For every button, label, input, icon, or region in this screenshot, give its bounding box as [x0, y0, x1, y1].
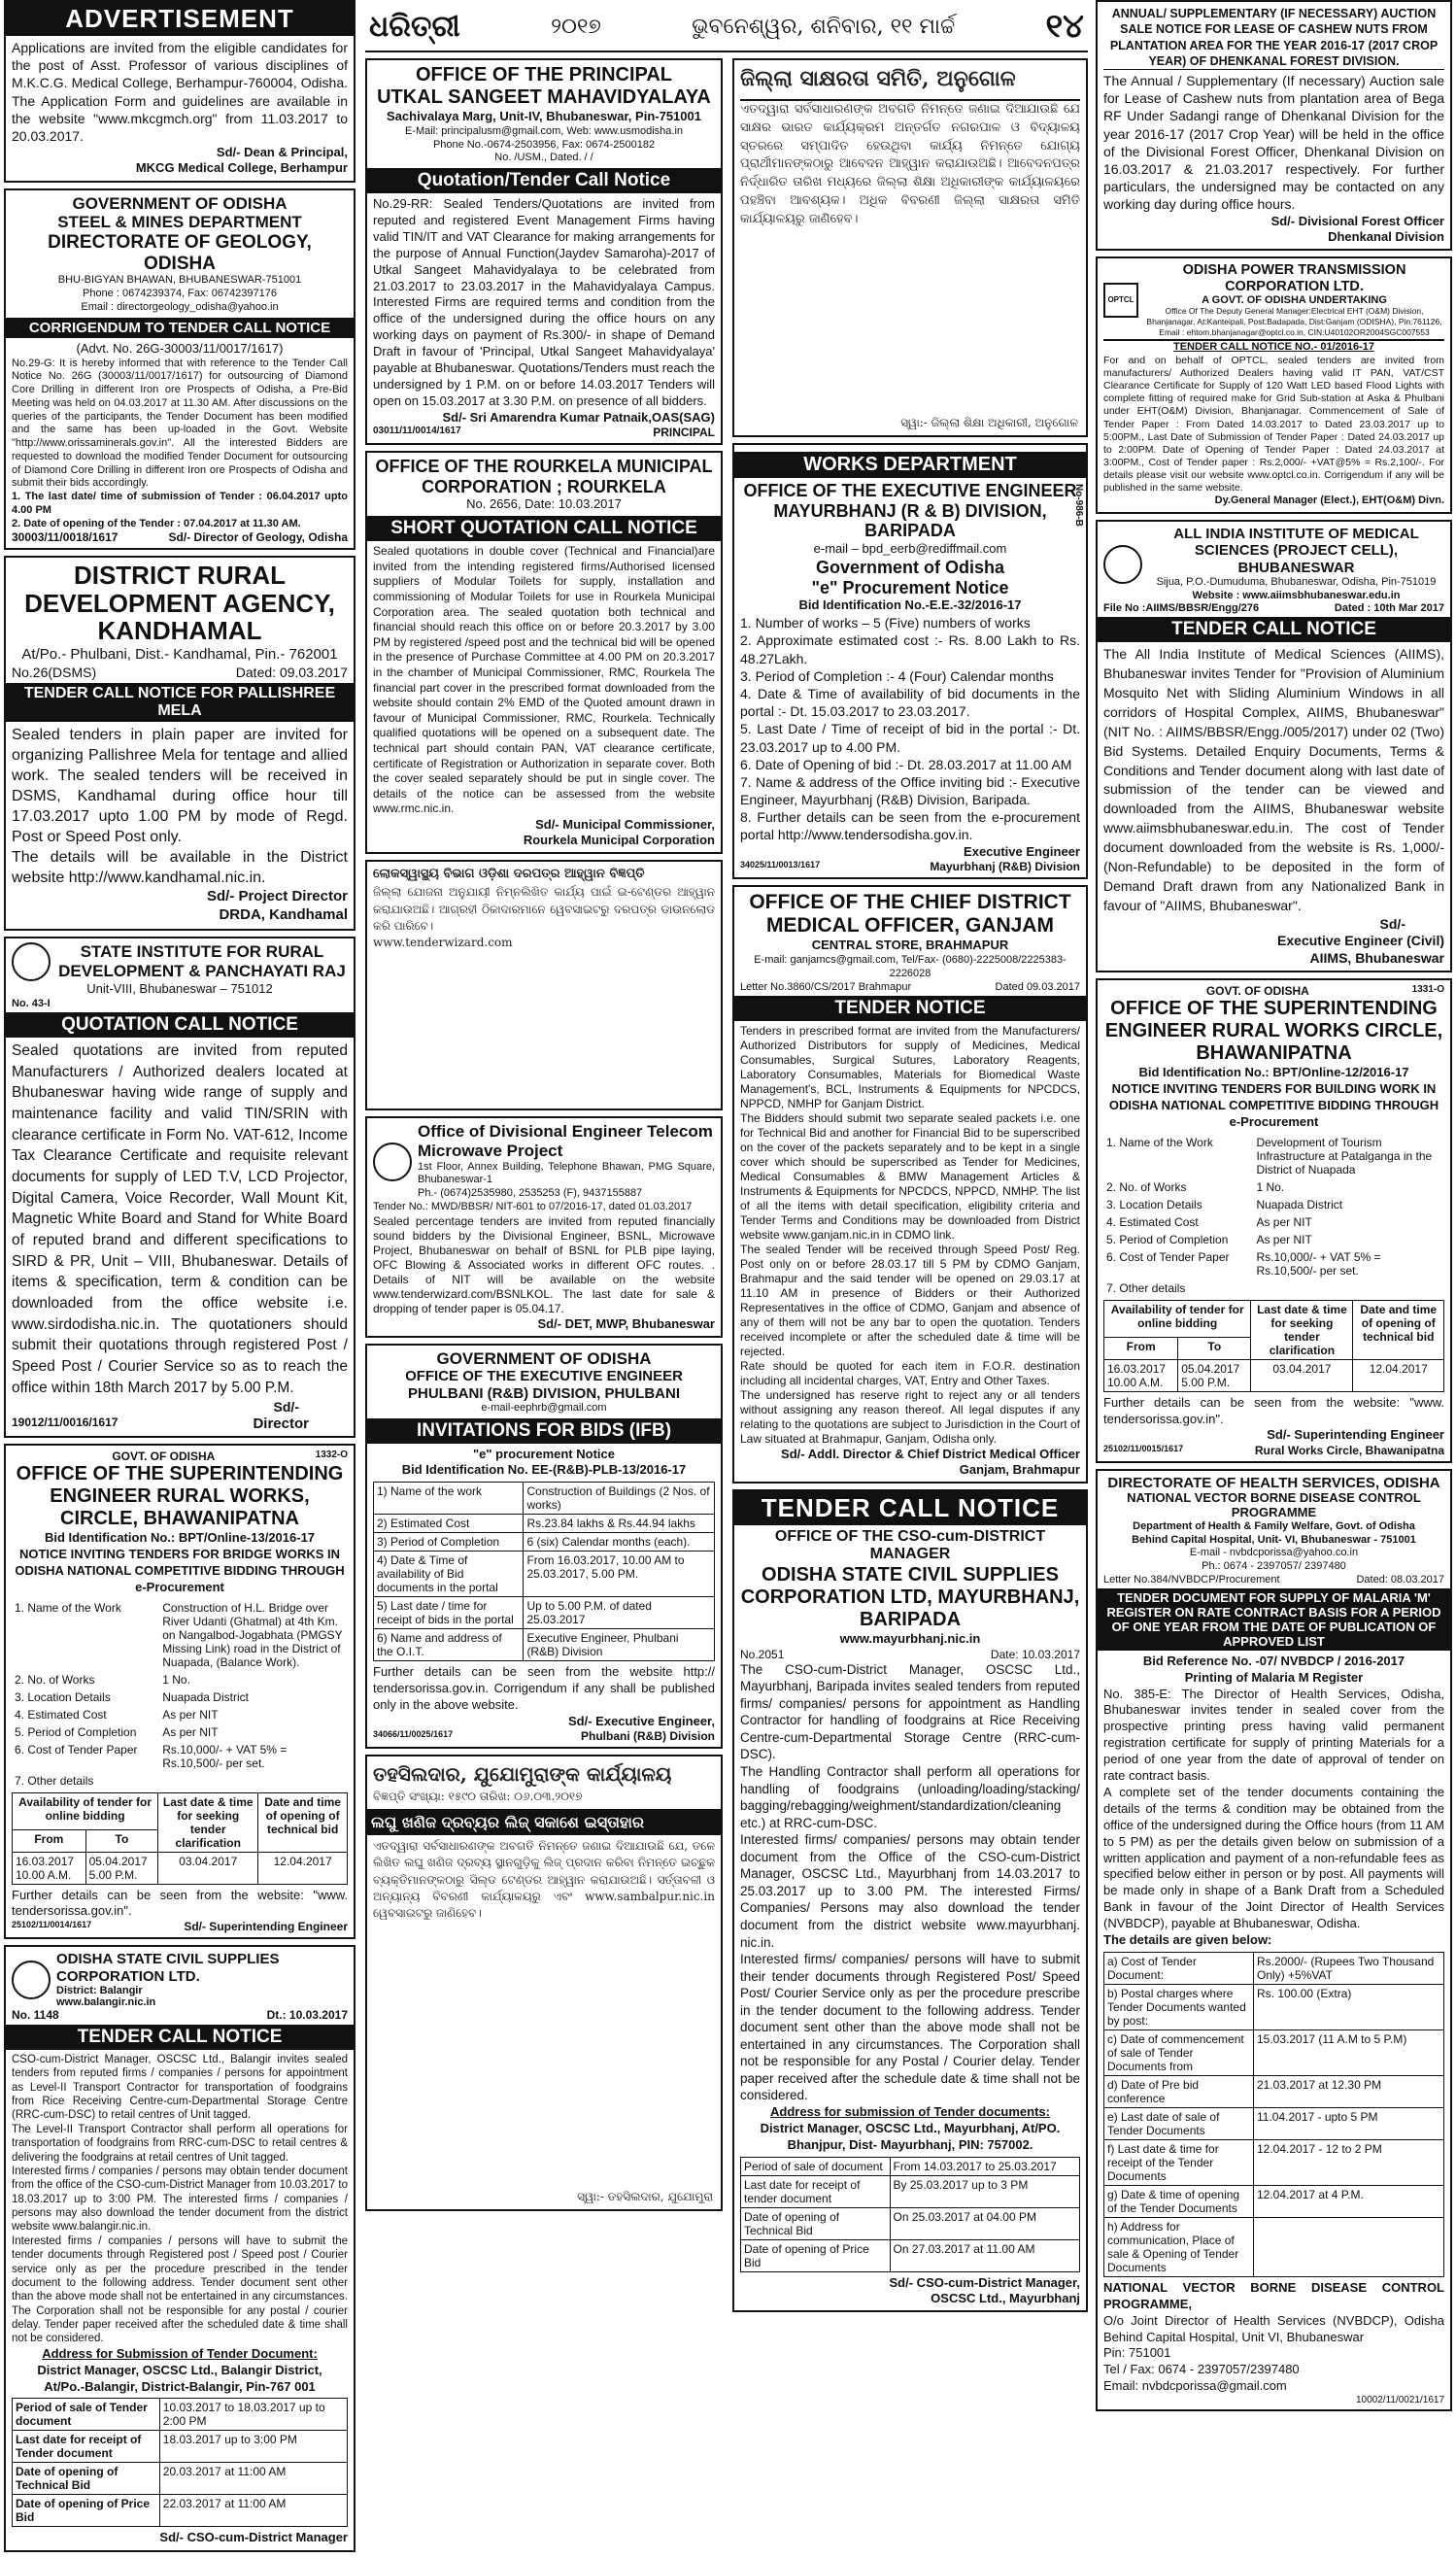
osm-sign-org: OSCSC Ltd., Mayurbhanj	[931, 2290, 1080, 2305]
seb-govt: GOVT. OF ODISHA	[112, 1450, 216, 1464]
nv-bar: TENDER DOCUMENT FOR SUPPLY OF MALARIA 'M' REGISTER ON RATE CONTRACT BASIS FOR A PERIOD OF ONE YEAR FROM THE DATE OF PUBLICATION OF APPROVED LIST	[1098, 1588, 1450, 1651]
ad-text: Applications are invited from the eligible candidates for the post of Asst. Professor of various disciplines of M.K.C.G. Medical College, Berhampur-760004, Odisha. The Application Form and guidelines are available in the website "www.mkcgmch.org" from 11.03.2017 to 20.03.2017.	[12, 40, 348, 144]
osb-name: ODISHA STATE CIVIL SUPPLIES CORPORATION LTD.	[56, 1951, 280, 1985]
phb-table: 1) Name of the work Construction of Buildings (2 Nos. of works) 2) Estimated Cost Rs.23.84 lakhs & Rs.44.94 lakhs 3) Period of Completion 6 (six) Calendar months (each). 4) Date & Time of availability of Bid documents in the portal From 16.03.2017, 10.00 AM to 25.03.2017, 5.00 PM. 5) Last date / time for receipt of bids in the portal Up to 5.00 P.M. of dated 25.03.2017 6) Name and address of the O.I.T. Executive Engineer, Phulbani (R&B) Division	[373, 1482, 715, 1661]
optcl-no: TENDER CALL NOTICE NO.- 01/2016-17	[1172, 341, 1374, 354]
paper-name: ଧରିତ୍ରୀ	[369, 9, 460, 44]
usm-sign: Sd/- Sri Amarendra Kumar Patnaik,OAS(SAG)	[442, 409, 715, 425]
osm-table: Period of sale of document From 14.03.2017 to 25.03.2017 Last date for receipt of tender document By 25.03.2017 up to 3 PM Date of opening of Technical Bid On 25.03.2017 at 04.00 PM Date of opening of Price Bid On 27.03.2017 at 11.00 AM	[740, 2157, 1080, 2272]
works-notice: "e" Procurement Notice	[811, 577, 1009, 597]
geo-text: No.29-G: It is hereby informed that with reference to the Tender Call Notice No. 26G (30003/11/0017/1617) for outsourcing of Diamond Core Drilling in different Iron ore Prospects of Odisha, a Pre-Bid Meeting was held on 04.03.2017 at 11.30 AM. After discussions on the queries of the participants, the Tender Document has been modified and the same has been up-loaded in the Govt. Website "http://www.orissaminerals.gov.in". All the interested Bidders are requested to download the modified Tender Document for outsourcing of Diamond Core Drilling in different Iron ore Prospects of Odisha and submit their bids accordingly.	[12, 357, 348, 490]
sebd-title: OFFICE OF THE SUPERINTENDING ENGINEER RURAL WORKS CIRCLE, BHAWANIPATNA	[1104, 998, 1443, 1065]
sebd-schedule: Availability of tender for online bidding Last date & time for seeking tender clarification Date and time of opening of technical bid From To 16.03.2017 10.00 A.M. 05.04.2017 5.00 P.M. 03.04.2017 12.04.2017	[1103, 1300, 1444, 1392]
drda-date: Dated: 09.03.2017	[235, 664, 348, 680]
tel-title: Office of Divisional Engineer Telecom	[418, 1122, 713, 1142]
osb-p4: Interested firms / companies / persons will have to submit the tender documents through Registered post / Speed post / Courier service only as per the procedure prescribed in the tender document to the following address. Tender document sent other than the above mode shall not be entertained in any circumstances. The Corporation shall not be responsible for any postal / courier delay. Tender paper received after the scheduled date & time shall not be considered.	[12, 2234, 348, 2345]
cdmo-p1: Tenders in prescribed format are invited from the Manufacturers/ Authorized Distributors for supply of Medicines, Medical Consumables, Surgical Sutures, Laboratory Reagents, Laboratory Consumables, Materials for Biomedical Waste Management's, BCL, Instruments & Equipments for NPCDCS, NPPCD, NMHP for Ganjam District.	[740, 1023, 1080, 1110]
sebd-govt: GOVT. OF ODISHA	[1205, 984, 1309, 999]
rmc-no: No. 2656, Date: 10.03.2017	[466, 496, 622, 512]
nv-addr1: NATIONAL VECTOR BORNE DISEASE CONTROL PROGRAMME,	[1103, 2279, 1444, 2311]
geo-email: Email : directorgeology_odisha@yahoo.in	[81, 300, 279, 313]
works-item: 5. Last Date / Time of receipt of bid in the portal :- Dt. 23.03.2017 up to 4.00 PM.	[740, 721, 1080, 755]
sak-sign: ସ୍ୱା:- ଜିଲ୍ଲା ଶିକ୍ଷା ଅଧିକାରୀ, ଅନୁଗୋଳ	[900, 415, 1078, 429]
optcl-sub: A GOVT. OF ODISHA UNDERTAKING	[1202, 294, 1387, 307]
optcl-logo-icon: OPTCL	[1103, 283, 1138, 318]
sebd-items: 1. Name of the Work Development of Tourism Infrastructure at Patalganga in the District of Nuapada 2. No. of Works 1 No. 3. Location Details Nuapada District 4. Estimated Cost As per NIT 5. Period of Completion As per NIT 6. Cost of Tender Paper Rs.10,000/- + VAT 5% = Rs.10,500/- per set. 7. Other details	[1106, 1135, 1433, 1295]
nv-date: Dated: 08.03.2017	[1356, 1573, 1444, 1586]
phb-bar: INVITATIONS FOR BIDS (IFB)	[367, 1418, 721, 1444]
cdmo-date: Dated 09.03.2017	[995, 980, 1080, 993]
aiims-sign: Sd/-	[1379, 915, 1405, 932]
ad-aiims	[1096, 520, 1452, 972]
aiims-sign-org: AIIMS, Bhubaneswar	[1309, 949, 1444, 966]
nv-table: a) Cost of Tender Document: Rs.2000/- (Rupees Two Thousand Only) +5%VAT b) Postal charges where Tender Documents wanted by post: Rs. 100.00 (Extra) c) Date of commencement of sale of Tender Documents from 15.03.2017 (11 A.M to 5 P.M) d) Date of Pre bid conference 21.03.2017 at 12.30 PM e) Last date of sale of Tender Documents 11.04.2017 - upto 5 PM f) Last date & time for receipt of the Tender Documents 12.04.2017 - 12 to 2 PM g) Date & time of opening of the Tender Documents 12.04.2017 at 4 P.M. h) Address for communication, Place of sale & Opening of Tender Documents	[1103, 1952, 1444, 2277]
sebd-notice-title: NOTICE INVITING TENDERS FOR BUILDING WORK IN ODISHA NATIONAL COMPETITIVE BIDDING THROUGH e-Procurement	[1108, 1080, 1439, 1129]
works-code: No-986-B	[1073, 484, 1084, 527]
phb-office: OFFICE OF THE EXECUTIVE ENGINEER PHULBANI (R&B) DIVISION, PHULBANI	[405, 1368, 683, 1402]
rmc-sign: Sd/- Municipal Commissioner,	[535, 816, 715, 832]
ad-se-building	[1096, 978, 1452, 1463]
tah-sign: ସ୍ୱା:- ତହସିଲଦାର, ଯୁଯୋମୁରା	[577, 2189, 713, 2203]
osm-date: Date: 10.03.2017	[990, 1647, 1080, 1661]
osm-bar: TENDER CALL NOTICE	[734, 1491, 1086, 1525]
ad-cashew	[1096, 0, 1452, 251]
nv-letter: Letter No.384/NVBDCP/Procurement	[1103, 1573, 1280, 1586]
osb-web: www.balangir.nic.in	[56, 1995, 156, 2008]
tel-text: Sealed percentage tenders are invited from reputed financially sound bidders by the Divisional Engineer, BSNL, Microwave Project, Bhubaneswar on behalf of BSNL for PLB pipe laying, OFC Blowing & Associated works in different OFC routes. . Details of NIT will be available on the website www.tenderwizard.com/BSNLKOL. The last date for sale & dropping of tender paper is 05.04.17.	[373, 1213, 715, 1315]
ad-oscsc-mayurbhanj	[732, 1489, 1088, 2312]
usm-no: No. /USM., Dated. / /	[494, 152, 593, 164]
nv-details-h: The details are given below:	[1103, 1931, 1272, 1947]
drda-text2: The details will be available in the District website http://www.kandhamal.nic.in.	[12, 849, 348, 887]
column-2	[365, 58, 723, 2217]
sird-text: Sealed quotations are invited from reputed Manufacturers / Authorized dealers located at Bhubaneswar having wide range of supply and maintenance facility and valid TIN/SRIN with clearance certificate in Form No. VAT-612, Income Tax Clearance Certificate and requisite relevant documents for supply of LED T.V, LCD Projector, Digital Camera, Voice Recorder, Wall Mount Kit, Magnetic White Board and Stand for White Board of reputed brand and different specifications to SIRD & PR, Unit – VIII, Bhubaneswar. Details of items & specification, term & condition can be downloaded from the office website i.e. www.sirdodisha.nic.in. The quotationers should submit their quotations through registered Post / Speed Post / Courier Service so as to reach the office within 18th March 2017 by 5.00 P.M.	[12, 1041, 348, 1396]
usm-bar: Quotation/Tender Call Notice	[367, 168, 721, 193]
osb-addr-h: Address for Submission of Tender Document:	[42, 2345, 318, 2361]
phb-bid: Bid Identification No. EE-(R&B)-PLB-13/2016-17	[401, 1462, 687, 1478]
cdmo-email: E-mail: ganjamcs@gmail.com, Tel/Fax- (0680)-2225008/2225383-2226028	[754, 954, 1067, 979]
paper-year: ୨୦୧୭	[551, 14, 601, 39]
osm-sign: Sd/- CSO-cum-District Manager,	[889, 2274, 1080, 2290]
sird-title: STATE INSTITUTE FOR RURAL DEVELOPMENT & PANCHAYATI RAJ	[58, 942, 346, 980]
cdmo-store: CENTRAL STORE, BRAHMAPUR	[811, 938, 1009, 953]
sird-no: No. 43-I	[12, 997, 51, 1009]
tel-no: Tender No.: MWD/BBSR/ NIT-601 to 07/2016-17, dated 01.03.2017	[373, 1200, 693, 1212]
aiims-addr: Sijua, P.O.-Dumuduma, Bhubaneswar, Odisha, Pin-751019	[1156, 575, 1437, 588]
nv-bid: Bid Reference No. -07/ NVBDCP / 2016-2017	[1142, 1653, 1405, 1668]
nv-ref: 10002/11/0021/1617	[1355, 2395, 1444, 2406]
geo-bar: CORRIGENDUM TO TENDER CALL NOTICE	[6, 318, 354, 338]
bsnl-logo-icon	[373, 1143, 412, 1181]
works-office: OFFICE OF THE EXECUTIVE ENGINEER MAYURBHANJ (R & B) DIVISION, BARIPADA	[743, 481, 1077, 541]
optcl-sign: Dy.General Manager (Elect.), EHT(O&M) Divn.	[1214, 495, 1444, 507]
osm-addr-h: Address for submission of Tender documents:	[770, 2103, 1050, 2119]
sird-sign: Sd/-	[273, 1398, 299, 1415]
ad-geology	[4, 188, 356, 551]
column-3	[732, 58, 1088, 2318]
geo-sign: Sd/- Director of Geology, Odisha	[168, 530, 348, 545]
tel-sub: Microwave Project	[418, 1141, 563, 1160]
usm-role: PRINCIPAL	[653, 425, 715, 439]
ad-rourkela	[365, 451, 723, 854]
seb-ref: 25102/11/0014/1617	[12, 1920, 92, 1930]
tah-bar: ଲଘୁ ଖଣିଜ ଦ୍ରବ୍ୟର ଲିଜ୍ ସକାଶେ ଇସ୍ତାହାର	[367, 1809, 721, 1835]
osm-web: www.mayurbhanj.nic.in	[839, 1630, 981, 1646]
odia-tender-web: www.tenderwizard.com	[373, 936, 513, 950]
usm-ref: 03011/11/0014/1617	[373, 425, 461, 436]
sebd-ref: 25102/11/0015/1617	[1103, 1443, 1184, 1453]
cdmo-letter: Letter No.3860/CS/2017 Brahmapur	[740, 980, 912, 993]
sebd-sign-org: Rural Works Circle, Bhawanipatna	[1254, 1443, 1444, 1457]
drda-sign-org: DRDA, Kandhamal	[219, 906, 348, 924]
works-ref: 34025/11/0013/1617	[740, 859, 821, 870]
seb-schedule: Availability of tender for online bidding Last date & time for seeking tender clarification Date and time of opening of technical bid From To 16.03.2017 10.00 A.M. 05.04.2017 5.00 P.M. 03.04.2017 12.04.2017	[12, 1792, 348, 1885]
cashew-sign: Sd/- Divisional Forest Officer	[1270, 213, 1444, 228]
geo-date1: 1. The last date/ time of submission of Tender : 06.04.2017 upto 4.00 PM	[12, 491, 348, 516]
aiims-file: File No :AIIMS/BBSR/Engg/276	[1103, 602, 1260, 615]
nv-l3: Department of Health & Family Welfare, Govt. of Odisha	[1133, 1519, 1415, 1532]
geo-phone: Phone : 0674239374, Fax: 06742397176	[82, 288, 277, 300]
nv-l4: Behind Capital Hospital, Unit- VI, Bhubaneswar - 751001	[1132, 1533, 1416, 1546]
works-item: 3. Period of Completion :- 4 (Four) Calendar months	[740, 667, 1054, 684]
usm-addr: Sachivalaya Marg, Unit-IV, Bhubaneswar, Pin-751001	[387, 109, 701, 123]
sebd-bid: Bid Identification No.: BPT/Online-12/2016-17	[1138, 1065, 1409, 1080]
optcl-name: ODISHA POWER TRANSMISSION CORPORATION LTD.	[1182, 262, 1406, 294]
osb-p2: The Level-II Transport Contractor shall perform all operations for transportation of foodgrains from RRC-cum-DSC to retail centres & delivering the foodgrains at retail centres of Unit tagged.	[12, 2123, 348, 2164]
osb-date: Dt.: 10.03.2017	[266, 2007, 348, 2022]
optcl-addr: Office Of The Deputy General Manager:Electrical EHT (O&M) Division, Bhanjanagar, At:Kanteipali, Post:Badapada, Dist:Ganjam (ODISHA), Pin:761126, Email : ehtom.bhanjanagar@optcl.co.in, CIN:U40102OR2004SGC007553	[1146, 306, 1442, 337]
ad-nvbdcp	[1096, 1469, 1452, 2411]
works-item: 2. Approximate estimated cost :- Rs. 8.00 Lakh to Rs. 48.27Lakh.	[740, 632, 1080, 666]
nv-addr3: Pin: 751001	[1103, 2345, 1171, 2361]
ad-header: ADVERTISEMENT	[6, 2, 354, 36]
tel-sign: Sd/- DET, MWP, Bhubaneswar	[537, 1315, 715, 1331]
ad-telecom	[365, 1116, 723, 1337]
tel-addr: 1st Floor, Annex Building, Telephone Bhawan, PMG Square, Bhubaneswar-1	[418, 1160, 715, 1186]
works-govt: Government of Odisha	[815, 557, 1005, 577]
ad-sangeet	[365, 58, 723, 445]
phb-text: Further details can be seen from the website http:// tendersorissa.gov.in. Corrigendum if any shall be published only in the above website.	[373, 1664, 715, 1713]
ad-drda	[4, 556, 356, 931]
osb-table: Period of sale of Tender document 10.03.2017 to 18.03.2017 up to 2:00 PM Last date for receipt of Tender document 18.03.2017 up to 3:00 PM Date of opening of Technical Bid 20.03.2017 at 11:00 AM Date of opening of Price Bid 22.03.2017 at 11:00 AM	[12, 2398, 348, 2527]
works-sign-org: Mayurbhanj (R&B) Division	[930, 859, 1080, 873]
seb-sign: Sd/- Superintending Engineer	[184, 1920, 348, 1934]
rmc-title: OFFICE OF THE ROURKELA MUNICIPAL CORPORATION ; ROURKELA	[375, 456, 713, 496]
tah-text: ଏତଦ୍ୱାରା ସର୍ବସାଧାରଣଙ୍କ ଅବଗତି ନିମନ୍ତେ ଜଣାଇ ଦିଆଯାଉଛି ଯେ, ତଳେ ଲିଖିତ ଲଘୁ ଖଣିଜ ଦ୍ରବ୍ୟ ସ୍ଥାନଗୁଡ଼ିକୁ ଲିଜ୍ ପ୍ରଦାନ କରିବା ନିମନ୍ତେ ଇଚ୍ଛୁକ ବ୍ୟକ୍ତିମାନଙ୍କଠାରୁ ସିଲ୍ଡ ଟେଣ୍ଡର ଆହ୍ୱାନ କରାଯାଉଅଛି। ସର୍ତ୍ତାବଳୀ ଓ ଅନ୍ୟାନ୍ୟ ବିବରଣୀ କାର୍ଯ୍ୟାଳୟରୁ ଏବଂ www.sambalpur.nic.in ୱେବସାଇଟରୁ ଜାଣିହେବ।	[373, 1838, 715, 1921]
cdmo-p2: The Bidders should submit two separate sealed packets i.e. one for Technical Bid and another for Financial Bid to be superscribed on the cover of the packets separately and to be kept in a single cover which should be superscribed as Tender for Medicines, Medical Consumables & BMW Management Articles & Instruments & Equipments for NPCDCS, NPPCD, NMHP. The list of all the items with detail specification, eligibility criteria and Tender Terms and Conditions may be downloaded from District website www.ganjam.nic.in in CDMO link.	[740, 1110, 1080, 1242]
ad-sign-org: MKCG Medical College, Berhampur	[135, 160, 348, 176]
cdmo-bar: TENDER NOTICE	[734, 996, 1086, 1021]
rmc-sign-org: Rourkela Municipal Corporation	[523, 833, 715, 848]
column-1	[4, 0, 356, 2558]
sebd-text: Further details can be seen from the website: "www. tendersorissa.gov.in".	[1103, 1394, 1444, 1426]
sak-title: ଜିଲ୍ଲା ସାକ୍ଷରତା ସମିତି, ଅନୁଗୋଳ	[740, 64, 1080, 101]
aiims-web: Website : www.aiimsbhubaneswar.edu.in	[1192, 589, 1401, 601]
seb-items: 1. Name of the Work Construction of H.L. Bridge over River Udanti (Ghatmal) at 4th Km. on Nangalbod-Jogabhata (PMGSY Missing Link) road in the District of Nuapada, (Balance Work). 2. No. of Works 1 No. 3. Location Details Nuapada District 4. Estimated Cost As per NIT 5. Period of Completion As per NIT 6. Cost of Tender Paper Rs.10,000/- + VAT 5% = Rs.10,500/- per set. 7. Other details	[15, 1600, 343, 1788]
osb-p3: Interested firms / companies / persons may obtain tender document from the office of the CSO-cum-District Manager from 10.03.2017 to 18.03.2017 up to 3:00 PM. The interested firms / companies / persons may also download the tender document from the district website www.balangir.nic.in.	[12, 2165, 348, 2234]
drda-title: DISTRICT RURAL DEVELOPMENT AGENCY, KANDHAMAL	[24, 561, 335, 646]
cdmo-p5: The undersigned has reserve right to reject any or all tenders without assigning any reason thereof. All legal disputes if any relating to the quotations are subject to Jurisdiction in the Court of Law situated at Brahmapur, Ganjam, Odisha only.	[740, 1387, 1080, 1446]
tah-title: ତହସିଲଦାର, ଯୁଯୋମୁରାଙ୍କ କାର୍ଯ୍ୟାଳୟ	[373, 1762, 672, 1787]
geo-govt: GOVERNMENT OF ODISHA	[72, 193, 288, 213]
phb-sub: "e" procurement Notice	[473, 1446, 615, 1461]
sird-addr: Unit-VIII, Bhubaneswar – 751012	[86, 980, 273, 996]
tah-no: ବିଜ୍ଞପ୍ତି ସଂଖ୍ୟା: ୧୫୯୦ ତାରିଖ: ୦୬.୦୩.୨୦୧୭	[373, 1790, 583, 1804]
nv-p2: A complete set of the tender documents containing the details of the terms & condition may be obtained from the office of the undersigned during the Office hours (from 11 AM to 5 PM) as per the details given below on submission of a written application and payment of a non-refundable fees as specified below either in person or by post. All payments will be made only in shape of a Bank Draft from a Scheduled Bank in favour of the Joint Director of Health Services (NVBDCP), payable at Bhubaneswar, Odisha.	[1103, 1784, 1444, 1931]
cdmo-sign-org: Ganjam, Brahmapur	[959, 1461, 1080, 1477]
ad-cdmo	[732, 885, 1088, 1484]
sird-logo-icon	[12, 942, 51, 981]
cashew-sign-org: Dhenkanal Division	[1328, 228, 1444, 244]
drda-addr: At/Po.- Phulbani, Dist.- Kandhamal, Pin.- 762001	[21, 646, 338, 664]
works-item: 4. Date & Time of availability of bid documents in the portal :- Dt. 15.03.2017 to 23.03.2017.	[740, 685, 1080, 720]
osm-p1: The CSO-cum-District Manager, OSCSC Ltd., Mayurbhanj, Baripada invites sealed tenders from reputed firms/ companies/ persons for appointment as Handling Contractor for handling of foodgrains at Rice Receiving Centre-cum-Departmental Storage Centre (RRC-cum-DSC).	[740, 1661, 1080, 1762]
seb-notice-title: NOTICE INVITING TENDERS FOR BRIDGE WORKS IN ODISHA NATIONAL COMPETITIVE BIDDING THROUGH e-Procurement	[15, 1546, 345, 1594]
aiims-bar: TENDER CALL NOTICE	[1098, 617, 1450, 642]
sird-bar: QUOTATION CALL NOTICE	[6, 1012, 354, 1038]
cashew-text: The Annual / Supplementary (If necessary) Auction sale for Lease of Cashew nuts from plantation area of Bega RF Under Sadangi range of Dhenkanal Division for the year 2016-17 (2017 Crop Year) will be held in the office of the Divisional Forest Officer, Dhenkanal Division on 16.03.2017 & 21.03.2017 respectively. For further particulars, the undersigned may be contacted on any working day during office hours.	[1103, 69, 1444, 214]
cdmo-sign: Sd/- Addl. Director & Chief District Medical Officer	[781, 1446, 1080, 1461]
masthead	[365, 2, 1088, 52]
phb-email: e-mail-eephrb@gmail.com	[481, 1401, 607, 1414]
geo-dept: STEEL & MINES DEPARTMENT	[57, 213, 302, 232]
osb-addr2: At/Po.-Balangir, District-Balangir, Pin-767 001	[44, 2378, 316, 2394]
osb-addr1: District Manager, OSCSC Ltd., Balangir District,	[37, 2362, 322, 2377]
nv-ph: Ph.: 0674 - 2397057/ 2397480	[1202, 1560, 1346, 1573]
nv-addr4: Tel / Fax: 0674 - 2397057/2397480	[1103, 2362, 1300, 2377]
seb-code: 1332-O	[315, 1450, 348, 1461]
osm-addr: District Manager, OSCSC Ltd., Mayurbhanj, At/PO. Bhanjpur, Dist- Mayurbhanj, PIN: 757002.	[760, 2120, 1061, 2152]
nv-l1: DIRECTORATE OF HEALTH SERVICES, ODISHA	[1107, 1474, 1440, 1491]
ad-sird	[4, 937, 356, 1438]
works-item: 8. Further details can be seen from the e-procurement portal http://www.tendersodisha.gov.in.	[740, 809, 1080, 843]
aiims-title: ALL INDIA INSTITUTE OF MEDICAL SCIENCES (PROJECT CELL), BHUBANESWAR	[1173, 526, 1419, 576]
sak-text: ଏତଦ୍ୱାରା ସର୍ବସାଧାରଣଙ୍କ ଅବଗତି ନିମନ୍ତେ ଜଣାଇ ଦିଆଯାଉଛି ଯେ ସାକ୍ଷର ଭାରତ କାର୍ଯ୍ୟକ୍ରମ ଅନ୍ତର୍ଗତ ନଗରପାଳ ଓ ବିଦ୍ୟାଳୟ ସ୍ତରରେ ସମ୍ପାଦିତ ହେଉଥିବା କାର୍ଯ୍ୟ ନିମନ୍ତେ ଯୋଗ୍ୟ ପ୍ରାର୍ଥୀମାନଙ୍କଠାରୁ ଆବେଦନ ଆହ୍ୱାନ କରାଯାଉଅଛି। ଆବେଦନପତ୍ର ନିର୍ଦ୍ଧାରିତ ତାରିଖ ମଧ୍ୟରେ ଜିଲ୍ଲା ଶିକ୍ଷା ଅଧିକାରୀଙ୍କ କାର୍ଯ୍ୟାଳୟରେ ପହଞ୍ଚିବା ଆବଶ୍ୟକ। ଅଧିକ ବିବରଣୀ ଜିଲ୍ଲା ସାକ୍ଷରତା ସମିତି କାର୍ଯ୍ୟାଳୟରୁ ଜାଣିହେବ।	[740, 101, 1080, 226]
nv-l2: NATIONAL VECTOR BORNE DISEASE CONTROL PROGRAMME	[1127, 1489, 1421, 1519]
tel-ph: Ph.- (0674)2535980, 2535253 (F), 9437155887	[418, 1187, 643, 1200]
works-sign: Executive Engineer	[964, 843, 1080, 859]
seb-title: OFFICE OF THE SUPERINTENDING ENGINEER RURAL WORKS, CIRCLE, BHAWANIPATNA	[16, 1463, 344, 1530]
sird-ref: 19012/11/0016/1617	[12, 1415, 119, 1430]
paper-date: ଭୁବନେଶ୍ୱର, ଶନିବାର, ୧୧ ମାର୍ଚ୍ଚ	[692, 14, 956, 39]
osb-no: No. 1148	[12, 2007, 59, 2022]
phb-ref: 34066/11/0025/1617	[373, 1729, 454, 1740]
works-bid: Bid Identification No.-E.E.-32/2016-17	[798, 597, 1022, 613]
works-item: 7. Name & address of the Office inviting bid :- Executive Engineer, Mayurbhanj (R&B) Division, Baripada.	[740, 773, 1080, 808]
cdmo-p4: Rate should be quoted for each item in F.O.R. destination including all incidental charges, VAT, Entry and Other Taxes.	[740, 1358, 1080, 1387]
osm-office: OFFICE OF THE CSO-cum-DISTRICT MANAGER	[774, 1528, 1046, 1563]
optcl-text: For and on behalf of OPTCL, sealed tenders are invited from manufacturers/ Authorized Dealers having valid IT PAN, VAT/CST Clearance Certificate for Supply of 120 Watt LED based Flood Lights with complete fitting of required make for Grid Sub-station at Aska & Phulbani under EHT(O&M) Division, Bhanjanagar. Commencement of Sale of Tender Paper : From Dated 14.03.2017 to Dated 23.03.2017 up to 5:00PM., Last Date of Submission of Tender Paper : Dated 24.03.2017 up to 2:00PM. Date of Opening of Tender Paper : Dated 24.03.2017 at 3:00PM., Cost of Tender paper : Rs.2,000/- +VAT@5% = Rs.2,100/-. For details please visit our website www.optcl.co.in. Corrigendum if any will be published in the same website.	[1103, 354, 1444, 495]
osb-p1: CSO-cum-District Manager, OSCSC Ltd., Balangir invites sealed tenders from reputed firms / companies / persons for appointment as Level-II Transport Contractor for transportation of foodgrains from Rice Receiving Centre-cum-Departmental Storage Centre (RRC-cum-DSC) to retail centres of Unit tagged.	[12, 2053, 348, 2122]
usm-l1: OFFICE OF THE PRINCIPAL	[415, 64, 673, 85]
geo-date2: 2. Date of opening of the Tender : 07.04.2017 at 11.30 AM.	[12, 517, 301, 529]
works-item: 1. Number of works – 5 (Five) numbers of works	[740, 615, 1031, 631]
osm-p4: Interested firms/ companies/ persons will have to submit their tender documents through Registered Post/ Speed Post/ Courier Service only as per the procedure prescribe in the tender document to the following address. Tender document sent other than the above mode shall not be entertained in any circumstances. The Corporation shall not be responsible for any Postal / Courier delay. Tender paper received after the schedule date & time shall not be considered.	[740, 1952, 1080, 2103]
works-email: e-mail – bpd_eerb@rediffmail.com	[813, 541, 1007, 557]
osm-p2: The Handling Contractor shall perform all operations for handling of foodgrains (unloading/loading/stacking/ bagging/rebagging/weighment/standardization/cleaning etc.) at RRC-cum-DSC.	[740, 1764, 1080, 1830]
ad-odia-tender	[365, 860, 723, 1110]
osm-p3: Interested firms/ companies/ persons may obtain tender document from the Office of the CSO-cum-District Manager, OSCSC Ltd., Mayurbhanj from 14.03.2017 to 25.03.2017 up to 3.00 PM. The interested Firms/ Companies/ Persons may also download the tender document from the district website www.mayurbhanj. nic.in.	[740, 1832, 1080, 1950]
oscsc-logo-icon	[12, 1961, 51, 1999]
cashew-title: ANNUAL/ SUPPLEMENTARY (IF NECESSARY) AUCTION SALE NOTICE FOR LEASE OF CASHEW NUTS FROM PLANTATION AREA FOR THE YEAR 2016-17 (2017 CROP YEAR) OF DHENKANAL FOREST DIVISION.	[1109, 7, 1439, 68]
nv-email: E-mail - nvbdcporissa@yahoo.co.in	[1189, 1547, 1359, 1559]
drda-bar: TENDER CALL NOTICE FOR PALLISHREE MELA	[6, 683, 354, 722]
aiims-logo-icon	[1103, 545, 1142, 584]
drda-sign: Sd/- Project Director	[206, 888, 348, 905]
osb-district: District: Balangir	[56, 1984, 143, 1996]
usm-l2: UTKAL SANGEET MAHAVIDYALAYA	[377, 86, 711, 108]
works-bar: WORKS DEPARTMENT	[734, 452, 1086, 478]
aiims-sign-role: Executive Engineer (Civil)	[1277, 933, 1444, 949]
ad-works	[732, 443, 1088, 879]
ad-sign: Sd/- Dean & Principal,	[216, 145, 348, 160]
column-4	[1096, 0, 1452, 2417]
page-number: ୧୪	[1045, 7, 1084, 46]
cdmo-p3: The sealed Tender will be received through Speed Post/ Reg. Post only on or before 28.03.17 till 5 PM by CDMO Ganjam, Brahmapur and the said tender will be opened on 29.03.17 at 11.10 AM in presence of Bidders or their Authorized Representatives in the office of CDMO, Ganjam and absence of any of them will not be any bar to open the quotation. Tenders received incomplete or after the scheduled date & time will be rejected.	[740, 1242, 1080, 1358]
ad-phulbani	[365, 1344, 723, 1750]
drda-no: No.26(DSMS)	[12, 664, 97, 680]
seb-text: Further details can be seen from the website: "www. tendersorissa.gov.in".	[12, 1887, 348, 1919]
ad-tahasildar	[365, 1755, 723, 2211]
works-item: 6. Date of Opening of bid :- Dt. 28.03.2017 at 11.00 AM	[740, 756, 1072, 772]
sird-sign-role: Director	[253, 1415, 309, 1433]
phb-govt: GOVERNMENT OF ODISHA	[436, 1348, 652, 1368]
sebd-sign: Sd/- Superintending Engineer	[1267, 1427, 1444, 1443]
phb-sign: Sd/- Executive Engineer,	[568, 1714, 715, 1729]
rmc-text: Sealed quotations in double cover (Technical and Financial)are invited from the intending registered firms/Authorised licensed suppliers of Modular Toilets for supply, installation and commissioning of Modular Toilets for use in Rourkela Municipal Corporation area. The sealed quotation both technical and financial should reach this office on or before 20.3.2017 by 3.00 PM by registered /speed post and the technical bid will be opened in the presence of Purchase Committee at 4.00 PM on 20.3.2017 in the chamber of Municipal Commissioner, RMC, Rourkela The financial part cover in the prescribed format downloaded from the website should contain 2% EMD of the Quoted amount drawn in favour of Municipal Commissioner, RMC, Rourkela. Technically qualified quotations will be opened on a subsequent date. The technical part should contain PAN, VAT clearance certificate, certificate of Registration or Authorization in separate cover. Both the cover sealed separately should be put in single cover. The details of the notice can be assessed from the website www.rmc.nic.in.	[373, 544, 715, 816]
odia-tender-title: ଲୋକସ୍ୱାସ୍ଥ୍ୟ ବିଭାଗ ଓଡ଼ିଶା ଦରପତ୍ର ଆହ୍ୱାନ ବିଜ୍ଞପ୍ତି	[373, 867, 645, 882]
geo-ref: 30003/11/0018/1617	[12, 530, 119, 545]
nv-sub: Printing of Malaria M Register	[1184, 1669, 1364, 1685]
drda-text: Sealed tenders in plain paper are invited for organizing Pallishree Mela for tentage and allied work. The sealed tenders will be received in DSMS, Kandhamal during office hour till 17.03.2017 upto 1.00 PM by mode of Regd. Post or Speed Post only.	[12, 726, 348, 846]
nv-addr5: Email: nvbdcporissa@gmail.com	[1103, 2378, 1287, 2394]
osb-bar: TENDER CALL NOTICE	[6, 2025, 354, 2050]
osm-corp: ODISHA STATE CIVIL SUPPLIES CORPORATION LTD, MAYURBHANJ, BARIPADA	[740, 1563, 1080, 1630]
rmc-bar: SHORT QUOTATION CALL NOTICE	[367, 516, 721, 541]
phb-sign-org: Phulbani (R&B) Division	[581, 1729, 715, 1744]
aiims-text: The All India Institute of Medical Sciences (AIIMS), Bhubaneswar invites Tender for "Provision of Aluminium Mosquito Net with Sliding Aluminium Windows in all corridors of Hospital Complex, AIIMS, Bhubaneswar" (NIT No. : AIIMS/BBSR/Engg./005/2017) under 02 (Two) Bid Systems. Detailed Enquiry Documents, Terms & Conditions and Tender document along with last date of submission of the tender can be viewed and downloaded from the AIIMS, Bhubaneswar website www.aiimsbhubaneswar.edu.in. The cost of Tender document downloaded from the website is Rs. 1,000/- (Non-Refundable) to be deposited in the form of Demand Draft drawn from any Nationalized Bank in favour of "AIIMS, Bhubaneswar".	[1103, 646, 1444, 913]
osb-sign: Sd/- CSO-cum-District Manager	[159, 2530, 348, 2545]
ad-optcl	[1096, 256, 1452, 514]
seb-bid: Bid Identification No.: BPT/Online-13/2016-17	[44, 1530, 316, 1546]
ad-saksharata	[732, 58, 1088, 437]
aiims-date: Dated : 10th Mar 2017	[1334, 602, 1444, 615]
geo-directorate: DIRECTORATE OF GEOLOGY, ODISHA	[48, 231, 312, 274]
ad-oscsc-balangir	[4, 1945, 356, 2551]
usm-email: E-Mail: principalusm@gmail.com, Web: www.usmodisha.in	[404, 124, 684, 137]
geo-addr: BHU-BIGYAN BHAWAN, BHUBANESWAR-751001	[57, 274, 302, 287]
usm-text: No.29-RR: Sealed Tenders/Quotations are invited from reputed and registered Event Management Firms having valid TIN/IT and VAT Clearance for making arrangements for the purpose of Annual Function(Jaydev Samaroha)-2017 of Utkal Sangeet Mahavidyalaya to be celebrated from 21.03.2017 to 23.03.2017 in the Mahavidyalaya Campus. Interested Firms are required terms and condition from the office of the undersigned during the office hours on any working days on payment of Rs.300/- in shape of Demand Draft in favour of 'Principal, Utkal Sangeet Mahavidyalaya' payable at Bhubaneswar. Quotations/Tenders must reach the undersigned by 1 P.M. on or before 14.03.2017 Tenders will open on 15.03.2017 at 3.30 P.M. on presence of all bidders.	[373, 196, 715, 408]
cdmo-title: OFFICE OF THE CHIEF DISTRICT MEDICAL OFFICER, GANJAM	[749, 890, 1071, 938]
odia-tender-text: ଜିଲ୍ଲା ଯୋଜନା ଅନୁଯାୟୀ ନିମ୍ନଲିଖିତ କାର୍ଯ୍ୟ ପାଇଁ ଇ-ଟେଣ୍ଡର ଆହ୍ୱାନ କରାଯାଉଅଛି। ଆଗ୍ରହୀ ଠିକାଦାରମାନେ ୱେବସାଇଟରୁ ଦରପତ୍ର ଡାଉନଲୋଡ କରି ପାରିବେ।	[373, 885, 715, 934]
usm-phone: Phone No.-0674-2503956, Fax: 0674-2500182	[432, 138, 656, 151]
nv-p1: No. 385-E: The Director of Health Services, Odisha, Bhubaneswar invites tender in sealed cover from the prospective printing press having valid permanent registration certificate for supply of printing Materials for a period of one year from the date of approval of tender on rate contract basis.	[1103, 1686, 1444, 1784]
ad-mkcg	[4, 0, 356, 183]
osm-no: No.2051	[740, 1647, 785, 1661]
sebd-code: 1331-O	[1411, 984, 1444, 996]
geo-advt: (Advt. No. 26G-30003/11/0017/1617)	[76, 340, 284, 356]
nv-addr2: O/o Joint Director of Health Services (NVBDCP), Odisha Behind Capital Hospital, Unit VI, Bhubaneswar	[1103, 2312, 1444, 2344]
ad-se-bridge	[4, 1444, 356, 1939]
